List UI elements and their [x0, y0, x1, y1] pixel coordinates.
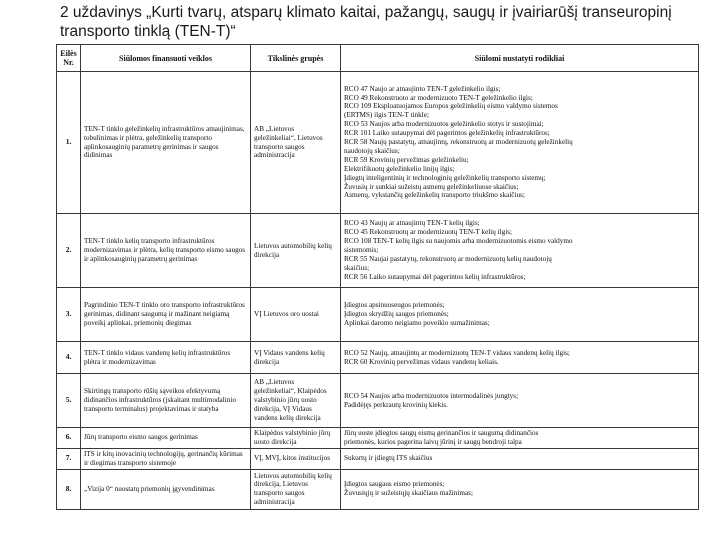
- page-title: 2 uždavinys „Kurti tvarų, atsparų klimato kaitai, pažangų, saugų ir įvairiarūšį transeuropinį transporto tinklą (TEN-T)“: [60, 4, 672, 40]
- table-row: [57, 72, 699, 214]
- indicator-line: RCR 56 Laiko sutaupymai dėl pagerintos kelių infrastruktūros;: [344, 272, 526, 281]
- header-activities: Siūlomos finansuoti veiklos: [81, 45, 251, 72]
- indicator-line: RCO 53 Naujos arba modernizuotos geležinkelio stotys ir sustojimai;: [344, 120, 544, 129]
- indicator-line: Padidėjęs perkrautų krovinių kiekis.: [344, 400, 448, 409]
- row-indicators: [341, 428, 699, 449]
- header-groups: Tikslinės grupės: [251, 45, 341, 72]
- indicator-line: Įdiegtos apsinuoseugos priemonės;: [344, 301, 445, 310]
- table-row: [57, 448, 699, 469]
- indicator-line: RCR 101 Laiko sutaupymai dėl pagerintos geležinkelių infrastruktūros;: [344, 129, 550, 138]
- header-indicators: Siūlomi nustatyti rodikliai: [341, 45, 699, 72]
- indicator-line: Jūrų uoste įdiegtos saugų eismą gerinančios ir saugumą didinančios: [344, 429, 539, 437]
- indicator-line: Žuvusiųjų ir sužeistųjų skaičiaus mažinimas;: [344, 489, 473, 498]
- indicator-line: RCO 49 Rekonstruoto ar modernizuoto TEN-T geležinkelio ilgis;: [344, 93, 533, 102]
- row-indicators: [341, 374, 699, 428]
- row-number: 8.: [57, 469, 81, 509]
- row-target-group: AB „Lietuvos geležinkeliai“, Lietuvos transporto saugos administracija: [251, 72, 341, 214]
- row-activity: Pagrindinio TEN-T tinklo oro transporto infrastruktūros gerinimas, didinant saugumą ir mažinant neigiamą poveikį aplinkai, priemonių diegimas: [81, 288, 251, 342]
- indicator-line: skaičius;: [344, 263, 370, 272]
- indicator-line: RCO 109 Eksploatuojamos Europos geležinkelių eismo valdymo sistemos: [344, 102, 558, 111]
- indicator-line: RCR 58 Naujų pastatytų, atnaujintų, rekonstruotų ar modernizuotų geležinkelių: [344, 138, 573, 147]
- row-target-group: Klaipėdos valstybinio jūrų uosto direkcija: [251, 428, 341, 449]
- indicator-line: Aplinkai daromo neigiamo poveikio sumažinimas;: [344, 318, 490, 327]
- indicator-line: RCO 43 Naujų ar atnaujintų TEN-T kelių ilgis;: [344, 219, 480, 228]
- table-row: [57, 214, 699, 288]
- indicator-line: Elektrifikuotų geležinkelio linijų ilgis;: [344, 164, 455, 173]
- indicator-line: priemonės, kurios pagerina laivų jūrinį ir saugų bendroji talpa: [344, 437, 522, 446]
- indicator-line: RCO 54 Naujos arba modernizuotos intermodalinės jungtys;: [344, 391, 519, 400]
- row-number: 7.: [57, 448, 81, 469]
- indicator-line: RCR 60 Krovinių pervežimas vidaus vandenų keliais.: [344, 357, 499, 366]
- row-indicators: [341, 288, 699, 342]
- indicator-line: RCO 108 TEN-T kelių ilgis su naujomis arba modernizuotomis eismo valdymo: [344, 237, 573, 246]
- indicator-line: RCO 47 Naujo ar atnaujinto TEN-T geležinkelio ilgis;: [344, 84, 501, 93]
- indicator-line: Sukurtų ir įdiegtų ITS skaičius: [344, 454, 433, 463]
- row-indicators: [341, 214, 699, 288]
- table-row: [57, 288, 699, 342]
- indicator-line: Asmenų, vykstančių geležinkelių transporto triukšmo skaičius;: [344, 191, 525, 200]
- indicator-line: Įdiegtų inteligentinių ir technologinių geležinkelių transporto sistemų;: [344, 173, 546, 182]
- indicator-line: RCR 55 Naujai pastatytų, rekonstruotų ar modernizuotų kelių naudotojų: [344, 254, 552, 263]
- row-activity: ITS ir kitų inovacinių technologijų, gerinančių kūrimas ir diegimas transporto sistemoje: [81, 448, 251, 469]
- indicator-line: Įdiegtos skrydžių saugos priemonės;: [344, 310, 449, 319]
- row-indicators: [341, 469, 699, 509]
- row-target-group: AB „Lietuvos geležinkeliai“, Klaipėdos valstybinio jūrų uosto direkcija, VĮ Vidaus vandens kelių direkcija: [251, 374, 341, 428]
- row-number: 4.: [57, 342, 81, 374]
- row-target-group: VĮ Vidaus vandens kelių direkcija: [251, 342, 341, 374]
- indicator-line: RCR 59 Krovinių pervežimas geležinkeliu;: [344, 155, 469, 164]
- indicator-line: Žuvusių ir sunkiai sužeistų asmenų geležinkeliuose skaičius;: [344, 182, 519, 191]
- indicators-table: [56, 44, 699, 510]
- row-number: 2.: [57, 214, 81, 288]
- indicator-line: sistemomis;: [344, 246, 379, 255]
- row-number: 1.: [57, 72, 81, 214]
- table-row: [57, 428, 699, 449]
- row-activity: Jūrų transporto eismo saugos gerinimas: [81, 428, 251, 449]
- table-row: [57, 374, 699, 428]
- indicator-line: RCO 52 Naujų, atnaujintų ar modernizuotų TEN-T vidaus vandenų kelių ilgis;: [344, 348, 570, 357]
- indicator-line: (ERTMS) ilgis TEN-T tinkle;: [344, 111, 429, 120]
- row-target-group: VĮ, MVĮ, kitos institucijos: [251, 448, 341, 469]
- row-activity: „Vizija 0“ nuostatų priemonių įgyvendinimas: [81, 469, 251, 509]
- row-activity: TEN-T tinklo vidaus vandenų kelių infrastruktūros plėtra ir modernizavimas: [81, 342, 251, 374]
- indicator-line: RCO 45 Rekonstruotų ar modernizuotų TEN-T kelių ilgis;: [344, 228, 513, 237]
- row-target-group: Lietuvos automobilių kelių direkcija: [251, 214, 341, 288]
- row-number: 3.: [57, 288, 81, 342]
- header-nr: Eilės Nr.: [57, 45, 81, 72]
- row-target-group: VĮ Lietuvos oro uostai: [251, 288, 341, 342]
- table-header-row: [57, 45, 699, 72]
- row-activity: TEN-T tinklo kelių transporto infrastruktūros modernizavimas ir plėtra, kelių transporto eismo saugos ir aplinkosauginių parametrų gerinimas: [81, 214, 251, 288]
- indicator-line: Įdiegtos saugaus eismo priemonės;: [344, 480, 445, 489]
- table-row: [57, 342, 699, 374]
- row-indicators: [341, 342, 699, 374]
- row-indicators: [341, 72, 699, 214]
- row-target-group: Lietuvos automobilių kelių direkcija, Lietuvos transporto saugos administracija: [251, 469, 341, 509]
- row-indicators: [341, 448, 699, 469]
- row-number: 6.: [57, 428, 81, 449]
- table-row: [57, 469, 699, 509]
- row-activity: TEN-T tinklo geležinkelių infrastruktūros atnaujinimas, tobulinimas ir plėtra, geležinkelių transporto aplinkosauginių parametrų gerinimas ir saugos didinimas: [81, 72, 251, 214]
- row-number: 5.: [57, 374, 81, 428]
- row-activity: Skirtingų transporto rūšių sąveikos efektyvumą didinančios infrastruktūros (jskaitant multimodalinio transporto terminalus) projektavimas ir statyba: [81, 374, 251, 428]
- indicator-line: naudotojų skaičius;: [344, 146, 400, 155]
